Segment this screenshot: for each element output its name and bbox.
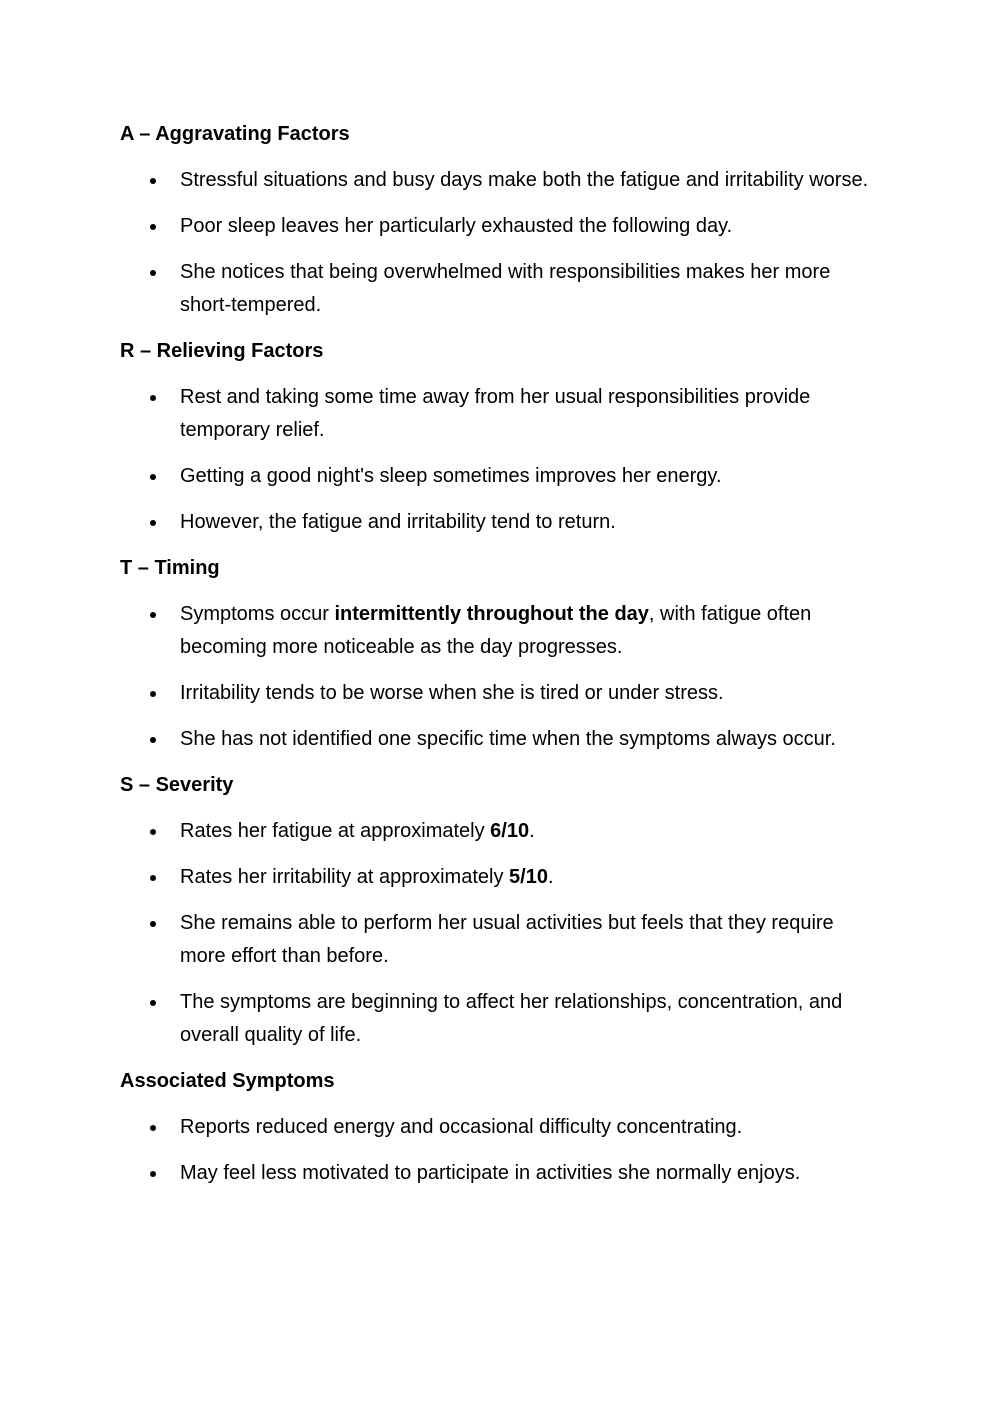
list-item [120,256,870,322]
list-item-text: However, the fatigue and irritability tend to return. [180,511,616,533]
list-item [120,986,870,1052]
bullet-icon [150,178,156,184]
list-item [120,164,870,197]
list-item-text-post: . [529,820,535,842]
list-item [120,907,870,973]
section-heading: R – Relieving Factors [120,340,324,362]
list-item [120,210,870,243]
list-item [120,723,870,756]
bullet-icon [150,829,156,835]
list-item-text-pre: Rates her fatigue at approximately [180,820,491,842]
bullet-icon [150,1125,156,1131]
bullet-icon [150,520,156,526]
list-item-text: Irritability tends to be worse when she is tired or under stress. [180,682,724,704]
list-item [120,1111,870,1144]
list-item-text-bold: intermittently throughout the day [334,603,649,625]
bullet-icon [150,474,156,480]
list-item-text: Poor sleep leaves her particularly exhausted the following day. [180,215,733,237]
list-item-text-pre: Symptoms occur [180,603,335,625]
list-item [120,815,870,848]
list-item-text: The symptoms are beginning to affect her relationships, concentration, and overall quality of life. [180,991,843,1046]
bullet-icon [150,612,156,618]
section-heading: T – Timing [120,557,220,579]
list-item-text-pre: Rates her irritability at approximately [180,866,510,888]
bullet-icon [150,395,156,401]
list-item [120,598,870,664]
section-associated-symptoms [120,1065,870,1190]
document-page [120,118,870,1203]
section-timing [120,552,870,756]
list-item [120,677,870,710]
section-relieving-factors [120,335,870,539]
bullet-icon [150,921,156,927]
list-item [120,861,870,894]
bullet-icon [150,875,156,881]
list-item-text: She remains able to perform her usual activities but feels that they require more effort than before. [180,912,834,967]
bullet-list [120,381,870,539]
bullet-list [120,164,870,322]
list-item [120,381,870,447]
bullet-list [120,815,870,1052]
bullet-icon [150,1000,156,1006]
list-item-text: She notices that being overwhelmed with responsibilities makes her more short-tempered. [180,261,831,316]
list-item [120,506,870,539]
section-severity [120,769,870,1052]
section-aggravating-factors [120,118,870,322]
bullet-list [120,1111,870,1190]
bullet-icon [150,224,156,230]
section-heading: S – Severity [120,774,234,796]
list-item-text: Getting a good night's sleep sometimes improves her energy. [180,465,722,487]
bullet-icon [150,1171,156,1177]
bullet-list [120,598,870,756]
list-item [120,1157,870,1190]
bullet-icon [150,270,156,276]
bullet-icon [150,691,156,697]
section-heading: A – Aggravating Factors [120,123,350,145]
list-item [120,460,870,493]
list-item-text: Stressful situations and busy days make both the fatigue and irritability worse. [180,169,869,191]
list-item-text-post: , with fatigue often becoming more noticeable as the day progresses. [180,603,812,658]
list-item-text: Rest and taking some time away from her usual responsibilities provide temporary relief. [180,386,811,441]
list-item-text: Reports reduced energy and occasional difficulty concentrating. [180,1116,743,1138]
section-heading: Associated Symptoms [120,1070,335,1092]
list-item-text-post: . [547,866,554,888]
list-item-text: She has not identified one specific time when the symptoms always occur. [180,728,836,750]
list-item-text: May feel less motivated to participate in activities she normally enjoys. [180,1162,801,1184]
bullet-icon [150,737,156,743]
list-item-text-bold: 6/10 [490,820,530,842]
list-item-text-bold: 5/10 [509,866,548,888]
